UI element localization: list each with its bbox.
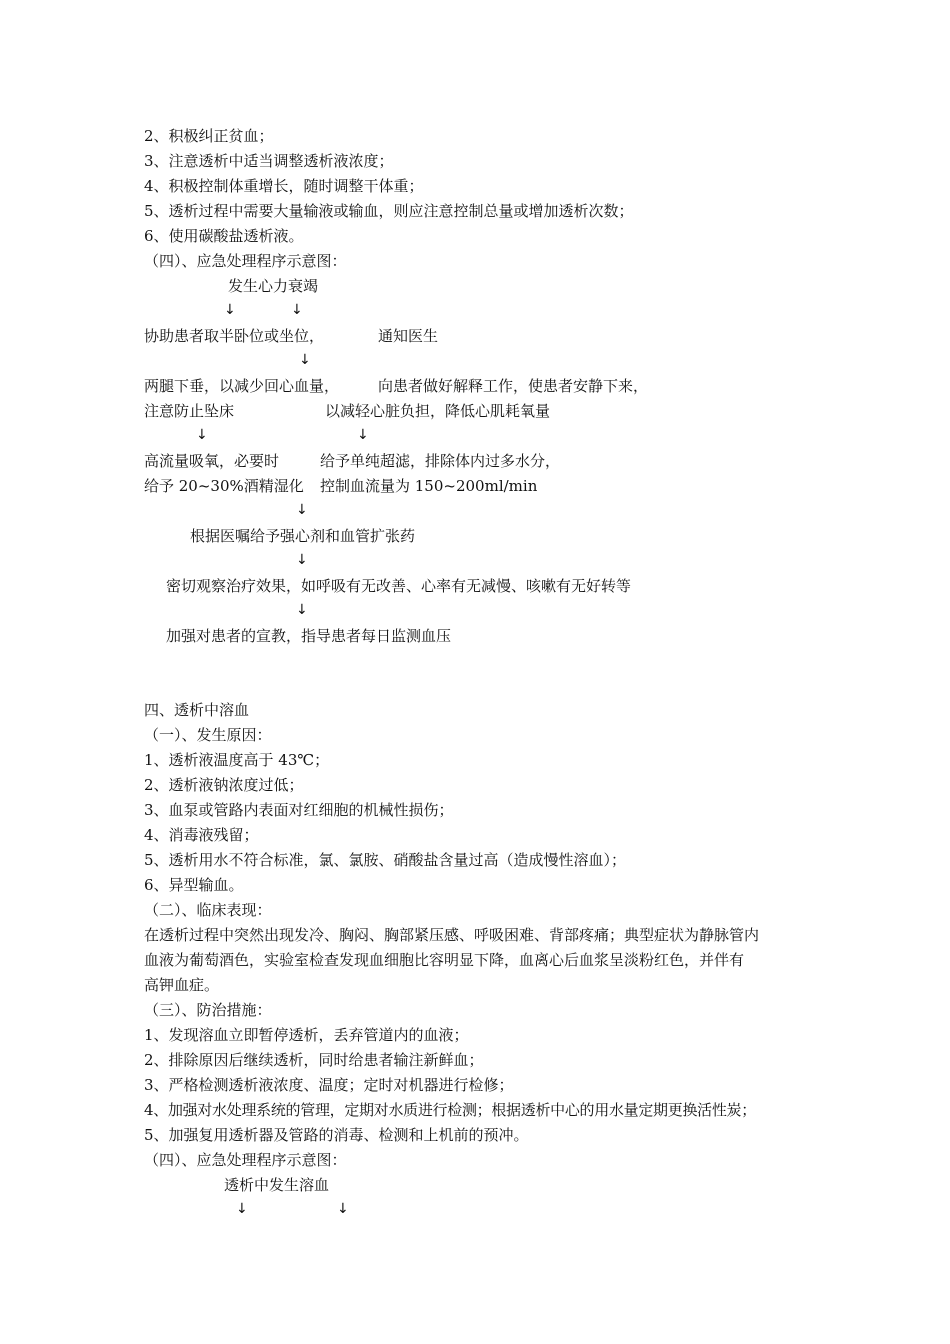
- section4-emergency-heading: （四）、应急处理程序示意图：: [144, 1151, 347, 1169]
- cause-item: 5、透析用水不符合标准，氯、氯胺、硝酸盐含量过高（造成慢性溶血）；: [144, 851, 627, 869]
- flow2-start: 透析中发生溶血: [224, 1176, 330, 1194]
- prevention-item-5: 5、透析过程中需要大量输液或输血，则应注意控制总量或增加透析次数；: [144, 202, 634, 220]
- flow1-right-2b: 以减轻心脏负担，降低心肌耗氧量: [325, 402, 551, 420]
- flow1-step-6: 加强对患者的宣教，指导患者每日监测血压: [166, 627, 452, 645]
- clinical-line: 血液为葡萄酒色，实验室检查发现血细胞比容明显下降，血离心后血浆呈淡粉红色，并伴有: [144, 951, 745, 969]
- flow1-step-4: 根据医嘱给予强心剂和血管扩张药: [190, 527, 416, 545]
- flow1-start: 发生心力衰竭: [228, 277, 319, 295]
- measures-heading: （三）、防治措施：: [144, 1001, 272, 1019]
- prevention-item-3: 3、注意透析中适当调整透析液浓度；: [144, 152, 394, 170]
- flow1-left-2b: 注意防止坠床: [144, 402, 235, 420]
- emergency-heading: （四）、应急处理程序示意图：: [144, 252, 347, 270]
- flow1-step-5: 密切观察治疗效果，如呼吸有无改善、心率有无减慢、咳嗽有无好转等: [166, 577, 632, 595]
- down-arrow-icon: ↓: [357, 427, 369, 443]
- prevention-item-6: 6、使用碳酸盐透析液。: [144, 227, 304, 245]
- flow1-right-1: 通知医生: [378, 327, 439, 345]
- clinical-line: 高钾血症。: [144, 976, 220, 994]
- measure-item: 3、严格检测透析液浓度、温度；定时对机器进行检修；: [144, 1076, 514, 1094]
- down-arrow-icon: ↓: [296, 552, 308, 568]
- measure-item: 4、加强对水处理系统的管理，定期对水质进行检测；根据透析中心的用水量定期更换活性炭；: [144, 1101, 756, 1119]
- flow1-right-2a: 向患者做好解释工作，使患者安静下来，: [378, 377, 649, 395]
- down-arrow-icon: ↓: [224, 302, 236, 318]
- section4-title: 四、透析中溶血: [144, 701, 250, 719]
- down-arrow-icon: ↓: [296, 602, 308, 618]
- measure-item: 5、加强复用透析器及管路的消毒、检测和上机前的预冲。: [144, 1126, 529, 1144]
- flow1-left-3b: 给予 20~30%酒精湿化: [144, 477, 304, 495]
- cause-item: 3、血泵或管路内表面对红细胞的机械性损伤；: [144, 801, 454, 819]
- down-arrow-icon: ↓: [337, 1201, 349, 1217]
- prevention-item-4: 4、积极控制体重增长，随时调整干体重；: [144, 177, 424, 195]
- down-arrow-icon: ↓: [291, 302, 303, 318]
- down-arrow-icon: ↓: [299, 352, 311, 368]
- down-arrow-icon: ↓: [296, 502, 308, 518]
- down-arrow-icon: ↓: [196, 427, 208, 443]
- clinical-heading: （二）、临床表现：: [144, 901, 272, 919]
- flow1-left-3a: 高流量吸氧，必要时: [144, 452, 280, 470]
- cause-item: 1、透析液温度高于 43℃；: [144, 751, 330, 769]
- prevention-item-2: 2、积极纠正贫血；: [144, 127, 274, 145]
- flow1-right-3b: 控制血流量为 150~200ml/min: [320, 477, 538, 495]
- clinical-line: 在透析过程中突然出现发冷、胸闷、胸部紧压感、呼吸困难、背部疼痛；典型症状为静脉管内: [144, 926, 760, 944]
- flow1-right-3a: 给予单纯超滤，排除体内过多水分，: [320, 452, 561, 470]
- measure-item: 1、发现溶血立即暂停透析，丢弃管道内的血液；: [144, 1026, 469, 1044]
- flow1-left-1: 协助患者取半卧位或坐位，: [144, 327, 325, 345]
- causes-heading: （一）、发生原因：: [144, 726, 272, 744]
- cause-item: 6、异型输血。: [144, 876, 244, 894]
- cause-item: 4、消毒液残留；: [144, 826, 259, 844]
- measure-item: 2、排除原因后继续透析，同时给患者输注新鲜血；: [144, 1051, 484, 1069]
- down-arrow-icon: ↓: [236, 1201, 248, 1217]
- cause-item: 2、透析液钠浓度过低；: [144, 776, 304, 794]
- flow1-left-2a: 两腿下垂，以减少回心血量，: [144, 377, 340, 395]
